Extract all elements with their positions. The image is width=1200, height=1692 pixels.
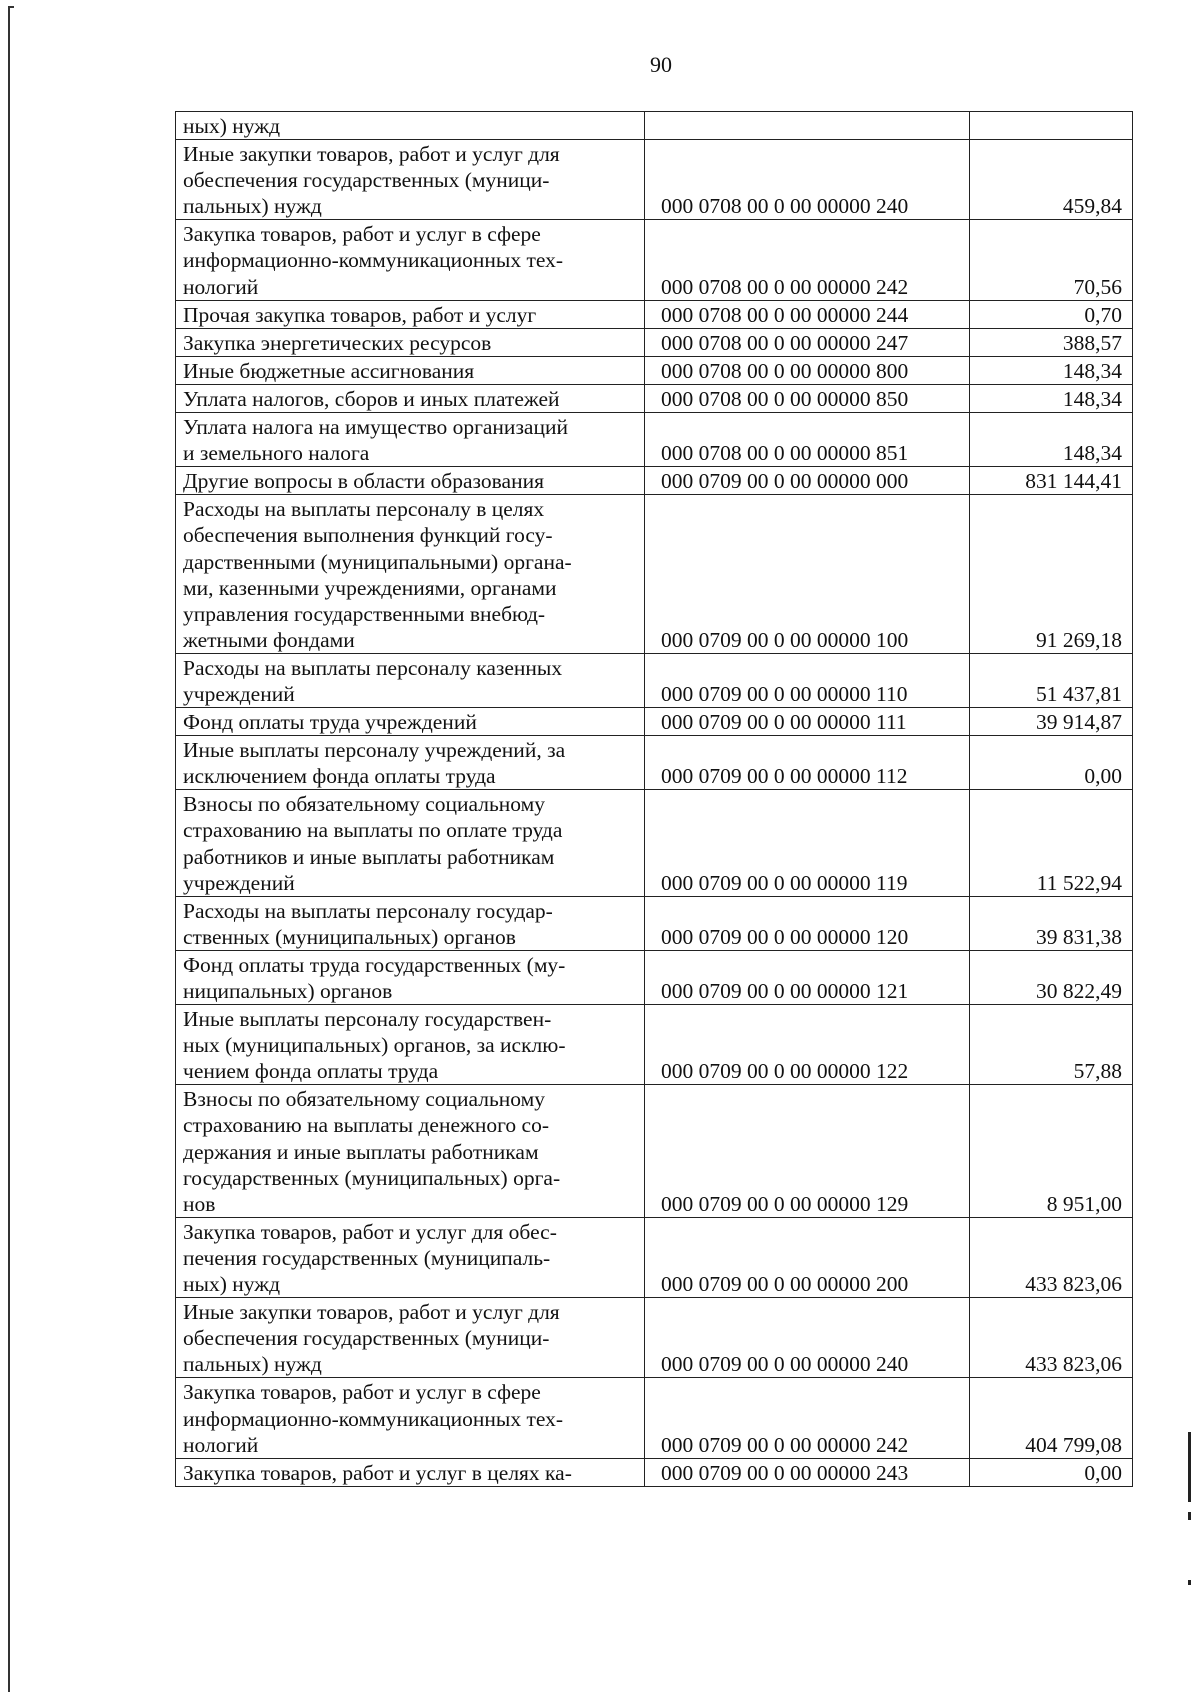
description-line: нов	[183, 1191, 216, 1216]
row-description	[176, 467, 645, 495]
table-row	[176, 413, 1133, 467]
description-line: и земельного налога	[183, 441, 370, 466]
description-line: работников и иные выплаты работникам	[183, 844, 555, 869]
row-description	[176, 790, 645, 896]
description-line: управления государственными внебюд-	[183, 601, 546, 626]
table-row	[176, 653, 1133, 707]
budget-table	[175, 111, 1133, 1487]
row-description	[176, 1005, 645, 1085]
amount: 70,56	[970, 220, 1133, 300]
description-line: обеспечения выполнения функций госу-	[183, 523, 553, 548]
row-description	[176, 1378, 645, 1458]
description-line: Закупка товаров, работ и услуг в целях ка-	[183, 1460, 572, 1485]
row-description	[176, 1085, 645, 1217]
amount: 148,34	[970, 413, 1133, 467]
row-description	[176, 495, 645, 654]
table-row	[176, 220, 1133, 300]
row-description	[176, 1298, 645, 1378]
amount: 0,00	[970, 1458, 1133, 1486]
description-line: Закупка товаров, работ и услуг в сфере	[183, 1380, 541, 1405]
table-row	[176, 300, 1133, 328]
description-line: информационно-коммуникационных тех-	[183, 248, 564, 273]
description-line: исключением фонда оплаты труда	[183, 764, 496, 789]
description-line: ми, казенными учреждениями, органами	[183, 575, 557, 600]
scan-edge-line	[8, 8, 10, 1692]
amount: 459,84	[970, 140, 1133, 220]
scan-mark	[1188, 1432, 1191, 1502]
row-description	[176, 653, 645, 707]
amount	[970, 112, 1133, 140]
description-line: нологий	[183, 274, 259, 299]
budget-code: 000 0708 00 0 00 00000 242	[645, 220, 970, 300]
budget-code: 000 0709 00 0 00 00000 119	[645, 790, 970, 896]
budget-code: 000 0709 00 0 00 00000 000	[645, 467, 970, 495]
description-line: Иные выплаты персоналу учреждений, за	[183, 738, 566, 763]
budget-code: 000 0708 00 0 00 00000 850	[645, 384, 970, 412]
amount: 39 914,87	[970, 708, 1133, 736]
amount: 39 831,38	[970, 896, 1133, 950]
description-line: ных (муниципальных) органов, за исклю-	[183, 1033, 566, 1058]
description-line: государственных (муниципальных) орга-	[183, 1165, 561, 1190]
row-description	[176, 384, 645, 412]
table-row	[176, 790, 1133, 896]
budget-code: 000 0709 00 0 00 00000 129	[645, 1085, 970, 1217]
description-line: Взносы по обязательному социальному	[183, 792, 545, 817]
description-line: Уплата налогов, сборов и иных платежей	[183, 386, 560, 411]
amount: 51 437,81	[970, 653, 1133, 707]
table-row	[176, 112, 1133, 140]
description-line: Иные бюджетные ассигнования	[183, 358, 475, 383]
budget-code: 000 0708 00 0 00 00000 247	[645, 328, 970, 356]
row-description	[176, 736, 645, 790]
table-row	[176, 896, 1133, 950]
row-description	[176, 300, 645, 328]
budget-code: 000 0708 00 0 00 00000 800	[645, 356, 970, 384]
table-row	[176, 328, 1133, 356]
amount: 11 522,94	[970, 790, 1133, 896]
budget-code: 000 0709 00 0 00 00000 112	[645, 736, 970, 790]
table-row	[176, 1005, 1133, 1085]
description-line: Иные закупки товаров, работ и услуг для	[183, 1300, 560, 1325]
amount: 433 823,06	[970, 1298, 1133, 1378]
description-line: Другие вопросы в области образования	[183, 469, 544, 494]
description-line: обеспечения государственных (муници-	[183, 1326, 550, 1351]
description-line: страхованию на выплаты по оплате труда	[183, 818, 563, 843]
description-line: учреждений	[183, 870, 295, 895]
amount: 8 951,00	[970, 1085, 1133, 1217]
table-row	[176, 140, 1133, 220]
row-description	[176, 708, 645, 736]
scan-mark	[1188, 1580, 1191, 1585]
budget-code: 000 0709 00 0 00 00000 121	[645, 950, 970, 1004]
row-description	[176, 328, 645, 356]
description-line: Иные закупки товаров, работ и услуг для	[183, 142, 560, 167]
table-body	[176, 112, 1133, 1487]
budget-code: 000 0709 00 0 00 00000 100	[645, 495, 970, 654]
table-row	[176, 950, 1133, 1004]
description-line: Расходы на выплаты персоналу в целях	[183, 497, 545, 522]
budget-code: 000 0709 00 0 00 00000 240	[645, 1298, 970, 1378]
table-row	[176, 1378, 1133, 1458]
budget-code: 000 0708 00 0 00 00000 851	[645, 413, 970, 467]
description-line: Расходы на выплаты персоналу казенных	[183, 655, 563, 680]
amount: 404 799,08	[970, 1378, 1133, 1458]
description-line: Уплата налога на имущество организаций	[183, 415, 568, 440]
description-line: Расходы на выплаты персоналу государ-	[183, 898, 553, 923]
description-line: жетными фондами	[183, 627, 355, 652]
table-row	[176, 495, 1133, 654]
budget-code: 000 0709 00 0 00 00000 120	[645, 896, 970, 950]
description-line: Фонд оплаты труда государственных (му-	[183, 952, 566, 977]
table-row	[176, 1458, 1133, 1486]
budget-code: 000 0709 00 0 00 00000 243	[645, 1458, 970, 1486]
description-line: обеспечения государственных (муници-	[183, 168, 550, 193]
description-line: Фонд оплаты труда учреждений	[183, 710, 477, 735]
row-description	[176, 112, 645, 140]
table-row	[176, 1298, 1133, 1378]
amount: 0,70	[970, 300, 1133, 328]
description-line: страхованию на выплаты денежного со-	[183, 1113, 549, 1138]
table-row	[176, 1217, 1133, 1297]
description-line: Закупка энергетических ресурсов	[183, 330, 492, 355]
description-line: Прочая закупка товаров, работ и услуг	[183, 302, 537, 327]
amount: 148,34	[970, 384, 1133, 412]
row-description	[176, 356, 645, 384]
row-description	[176, 896, 645, 950]
row-description	[176, 140, 645, 220]
description-line: Взносы по обязательному социальному	[183, 1087, 545, 1112]
amount: 30 822,49	[970, 950, 1133, 1004]
row-description	[176, 220, 645, 300]
description-line: информационно-коммуникационных тех-	[183, 1406, 564, 1431]
budget-code: 000 0709 00 0 00 00000 242	[645, 1378, 970, 1458]
description-line: дарственными (муниципальными) органа-	[183, 549, 572, 574]
budget-code: 000 0709 00 0 00 00000 200	[645, 1217, 970, 1297]
table-row	[176, 1085, 1133, 1217]
description-line: Закупка товаров, работ и услуг для обес-	[183, 1219, 557, 1244]
row-description	[176, 413, 645, 467]
row-description	[176, 950, 645, 1004]
table-row	[176, 708, 1133, 736]
table-row	[176, 736, 1133, 790]
budget-code: 000 0709 00 0 00 00000 122	[645, 1005, 970, 1085]
description-line: Иные выплаты персоналу государствен-	[183, 1007, 552, 1032]
page-number: 90	[650, 52, 672, 77]
description-line: нологий	[183, 1432, 259, 1457]
description-line: пальных) нужд	[183, 1352, 322, 1377]
row-description	[176, 1458, 645, 1486]
amount: 57,88	[970, 1005, 1133, 1085]
description-line: ных) нужд	[183, 114, 281, 138]
table-row	[176, 356, 1133, 384]
description-line: ных) нужд	[183, 1272, 281, 1297]
amount: 831 144,41	[970, 467, 1133, 495]
budget-code	[645, 112, 970, 140]
budget-code: 000 0708 00 0 00 00000 244	[645, 300, 970, 328]
description-line: печения государственных (муниципаль-	[183, 1245, 551, 1270]
amount: 0,00	[970, 736, 1133, 790]
description-line: ственных (муниципальных) органов	[183, 924, 516, 949]
budget-code: 000 0708 00 0 00 00000 240	[645, 140, 970, 220]
amount: 148,34	[970, 356, 1133, 384]
description-line: чением фонда оплаты труда	[183, 1059, 439, 1084]
description-line: Закупка товаров, работ и услуг в сфере	[183, 222, 541, 247]
table-row	[176, 384, 1133, 412]
budget-code: 000 0709 00 0 00 00000 111	[645, 708, 970, 736]
description-line: пальных) нужд	[183, 194, 322, 219]
amount: 91 269,18	[970, 495, 1133, 654]
amount: 388,57	[970, 328, 1133, 356]
description-line: держания и иные выплаты работникам	[183, 1139, 539, 1164]
row-description	[176, 1217, 645, 1297]
table-row	[176, 467, 1133, 495]
amount: 433 823,06	[970, 1217, 1133, 1297]
scan-mark	[1188, 1512, 1191, 1520]
description-line: ниципальных) органов	[183, 979, 393, 1003]
description-line: учреждений	[183, 681, 295, 706]
budget-code: 000 0709 00 0 00 00000 110	[645, 653, 970, 707]
